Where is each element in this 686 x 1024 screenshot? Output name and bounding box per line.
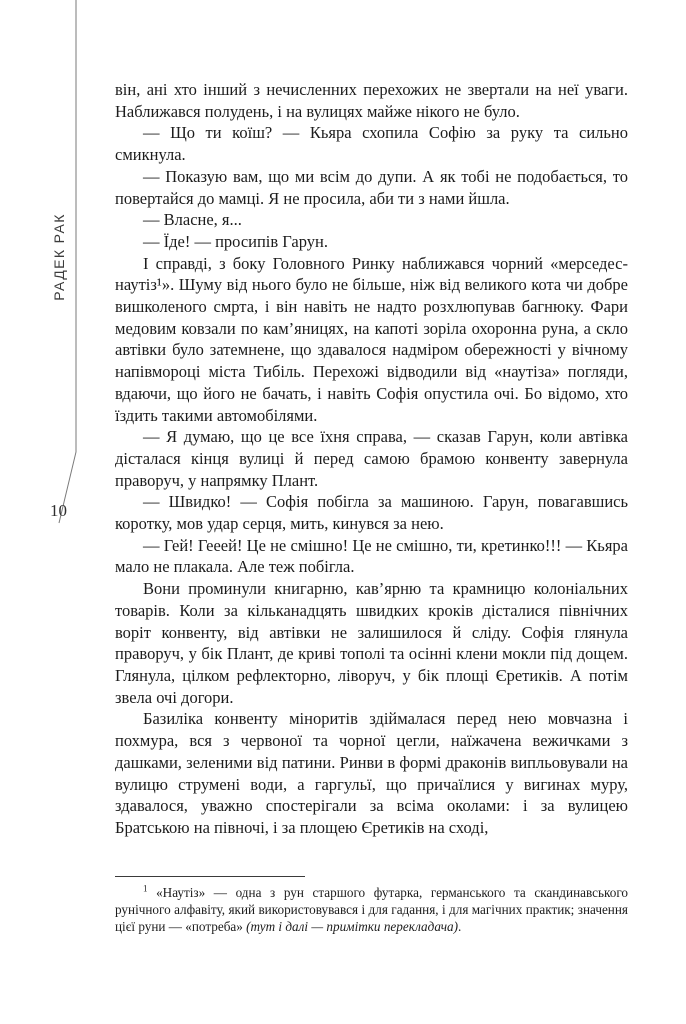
paragraph: — Що ти коїш? — Кьяра схопила Софію за руку та сильно смикнула. [115,123,628,165]
paragraph: — Власне, я... [143,210,242,230]
footnote-marker: 1 [143,883,148,894]
footnote-text [115,884,628,935]
paragraph: Базиліка конвенту міноритів здіймалася перед нею мовчазна і похмура, вся з червоної та чорної цегли, наїжачена вежичками з дашками, зеленими від патини. Ринви в формі драконів випльовували на вулицю струмені води, а гаргульї, що причаїлися у вигинах муру, здавалося, уважно спостерігали за всіма околами: і за вулицею Братською на півночі, і за площею Єретиків на сході, [115,709,628,837]
footnote-rule [115,876,305,877]
author-running-head: РАДЕК РАК [51,213,67,301]
paragraph: — Я думаю, що це все їхня справа, — сказав Гарун, коли автівка дісталася кінця вулиці й перед самою брамою конвенту завернула праворуч, у напрямку Плант. [115,427,628,490]
paragraph: — Їде! — просипів Гарун. [143,231,328,251]
paragraph: він, ані хто інший з нечисленних перехожих не звертали на неї уваги. Наближався полудень, і на вулицях майже нікого не було. [115,80,628,121]
margin-rule [0,0,100,540]
paragraph: — Показую вам, що ми всім до дупи. А як тобі не подобається, то повертайся до мамці. Я не просила, аби ти з нами йшла. [115,166,628,208]
paragraph: Вони проминули книгарню, кав’ярню та крамницю колоніальних товарів. Коли за кільканадцять швидких кроків дісталися північних воріт конвенту, від автівки не залишилося й сліду. Софія глянула праворуч, у бік Плант, де криві тополі та осінні клени мокли під дощем. Глянула, цілком рефлекторно, ліворуч, у бік площі Єретиків. А потім звела очі догори. [115,579,628,707]
body-text [115,79,628,839]
paragraph: — Гей! Гееей! Це не смішно! Це не смішно, ти, кретинко!!! — Кьяра мало не плакала. Але теж побігла. [115,535,628,577]
paragraph: І справді, з боку Головного Ринку наближався чорний «мерседес-наутіз¹». Шуму від нього було не більше, ніж від великого кота чи добре вишколеного смрта, і він навіть не надто розхлюпував багнюку. Фари медовим ковзали по кам’яницях, на капоті зоріла охоронна руна, а скло автівки було затемнене, що здавалося надміром обережності у вічному напівмороці міста Тибіль. Перехожі відводили від «наутіза» погляди, вдаючи, що його не бачать, і навіть Софія опустила очі. Бо відомо, хто їздить такими автомобілями. [115,253,628,425]
footnote-tail: . [458,919,462,934]
footnote-body: «Наутіз» — одна з рун старшого футарка, германського та скандинавського рунічного алфавіту, який використовувався і для гадання, і для магічних практик; значення цієї руни — «потреба» [115,885,628,934]
page-number: 10 [50,501,67,520]
footnote [115,876,628,935]
footnote-translator-note: (тут і далі — примітки перекладача) [246,919,459,934]
paragraph: — Швидко! — Софія побігла за машиною. Гарун, повагавшись коротку, мов удар серця, мить, кинувся за нею. [115,492,628,534]
